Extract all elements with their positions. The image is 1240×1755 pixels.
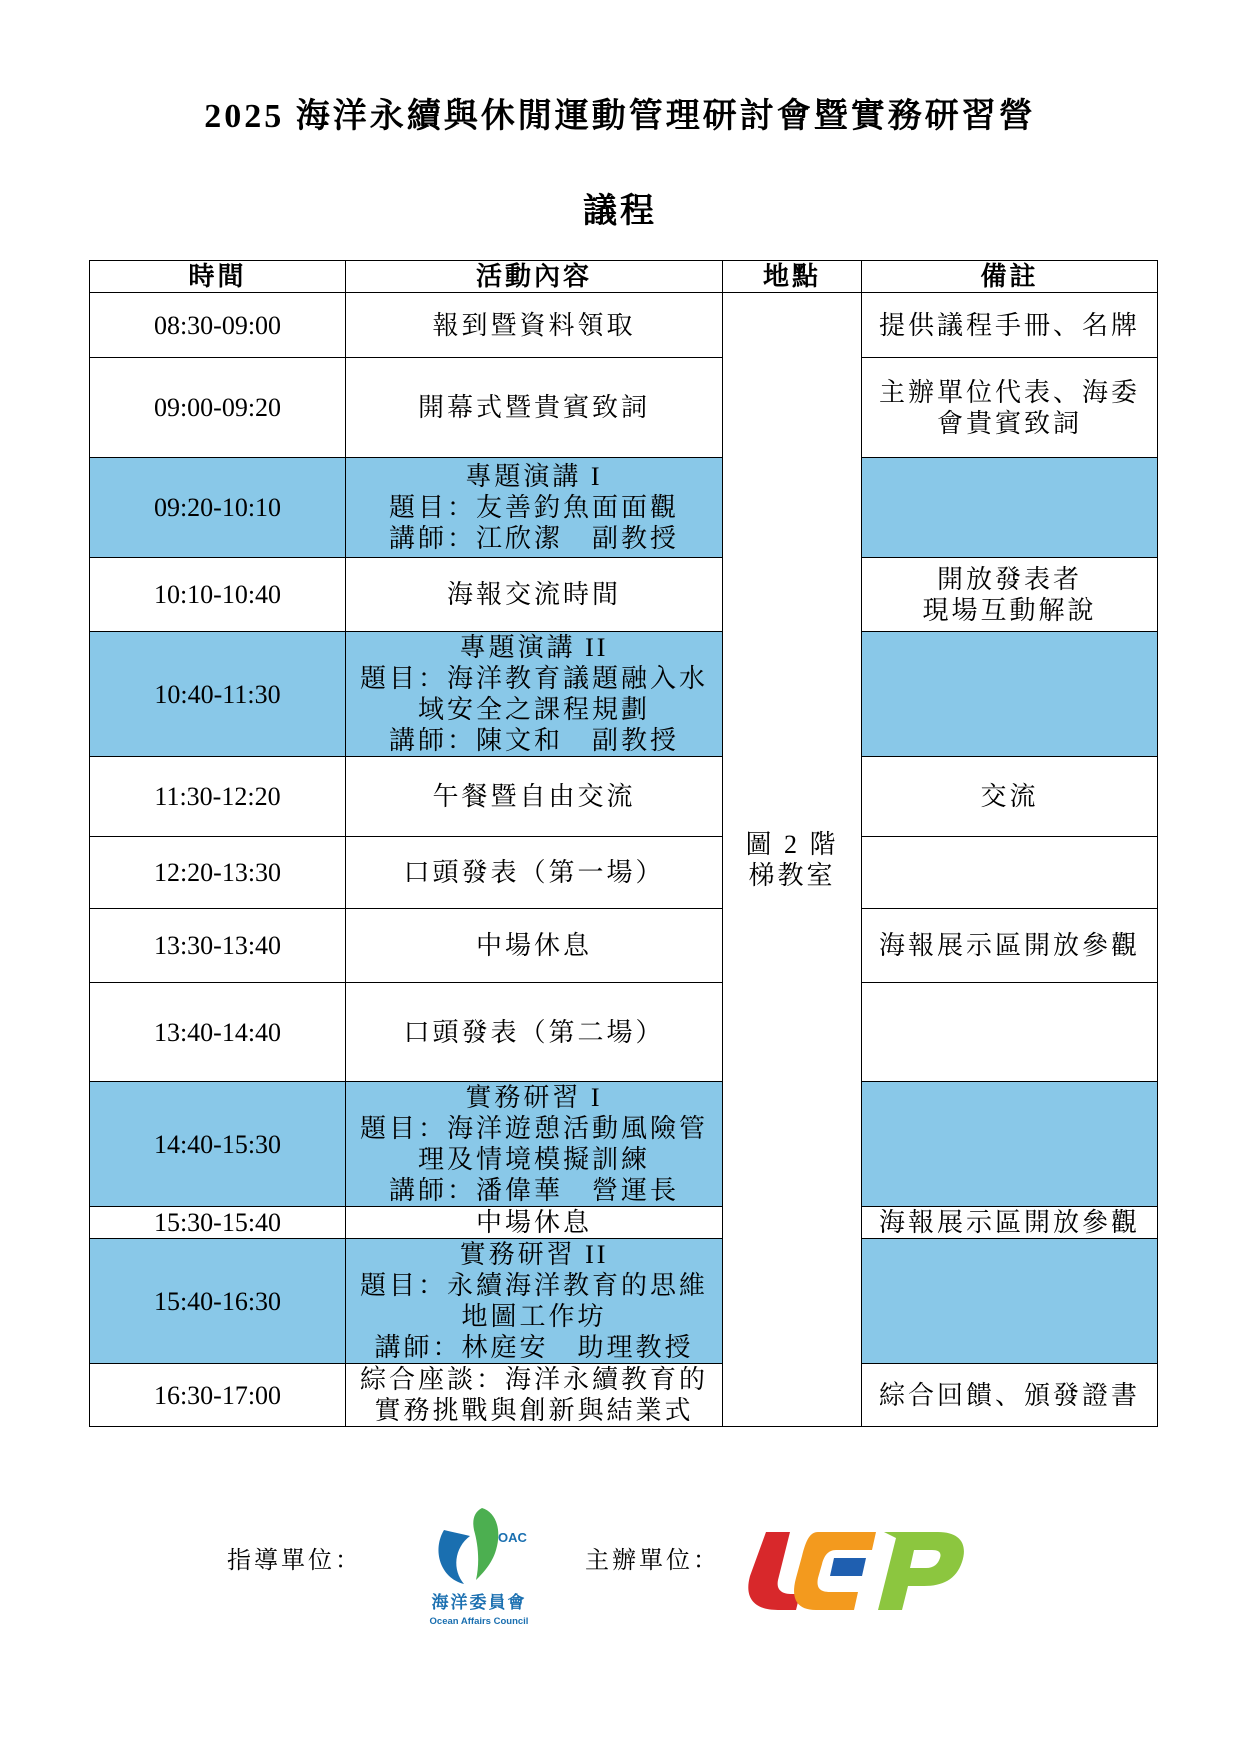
content-line: 實務挑戰與創新與結業式 [374,1396,694,1425]
content-line: 講師：潘偉華 營運長 [388,1176,679,1205]
table-row [90,1239,1158,1364]
table-row [90,1364,1158,1427]
content-cell [346,632,723,757]
table-row [90,837,1158,909]
table-row [90,458,1158,558]
venue-line: 梯教室 [748,860,836,890]
oac-logo-abbr: OAC [498,1530,527,1545]
ucp-logo-p [878,1532,964,1610]
time-cell: 10:40-11:30 [90,632,346,757]
note-cell [862,1207,1158,1239]
content-line: 口頭發表（第一場） [403,858,665,887]
content-cell [346,983,723,1082]
content-cell [346,293,723,358]
oac-logo-wave [438,1530,470,1584]
time-cell: 09:20-10:10 [90,458,346,558]
content-line: 講師：陳文和 副教授 [388,726,679,755]
page-subtitle: 議程 [583,193,657,230]
time-cell: 11:30-12:20 [90,757,346,837]
advisor-label: 指導單位： [227,1548,362,1574]
content-cell [346,1082,723,1207]
time-cell: 12:20-13:30 [90,837,346,909]
content-line: 題目：海洋教育議題融入水 [359,664,708,693]
note-line: 會貴賓致詞 [936,408,1082,438]
content-line: 海報交流時間 [446,580,621,609]
content-line: 報到暨資料領取 [432,310,636,340]
ucp-logo-u [748,1532,800,1610]
content-line: 題目：永續海洋教育的思維 [359,1271,708,1300]
content-line: 中場休息 [475,1208,592,1237]
header-time: 時間 [90,261,346,293]
content-line: 中場休息 [475,931,592,960]
note-line: 海報展示區開放參觀 [878,931,1140,960]
note-line: 海報展示區開放參觀 [878,1208,1140,1237]
content-cell [346,837,723,909]
content-line: 理及情境模擬訓練 [417,1145,650,1174]
oac-logo-name-en: Ocean Affairs Council [429,1616,529,1627]
table-row [90,558,1158,632]
note-cell [862,757,1158,837]
table-row [90,293,1158,358]
table-row [90,358,1158,458]
note-cell [862,1239,1158,1364]
note-cell [862,983,1158,1082]
table-row [90,909,1158,983]
content-line: 題目：海洋遊憩活動風險管 [359,1114,708,1143]
content-line: 綜合座談：海洋永續教育的 [359,1365,708,1394]
note-cell [862,558,1158,632]
page-title: 2025 海洋永續與休閒運動管理研討會暨實務研習營 [204,98,1036,135]
table-row [90,983,1158,1082]
content-cell [346,1364,723,1427]
note-line: 開放發表者 [936,564,1082,594]
content-line: 專題演講 II [459,633,609,662]
agenda-table [89,260,1158,1427]
note-line: 綜合回饋、頒發證書 [878,1380,1140,1410]
content-line: 地圖工作坊 [461,1302,607,1331]
note-cell [862,293,1158,358]
note-line: 提供議程手冊、名牌 [878,310,1140,340]
content-line: 實務研習 II [459,1240,609,1269]
note-cell [862,909,1158,983]
note-line: 現場互動解說 [922,595,1097,625]
content-line: 專題演講 I [465,462,603,491]
time-cell: 09:00-09:20 [90,358,346,458]
note-cell [862,837,1158,909]
time-cell: 15:40-16:30 [90,1239,346,1364]
oac-logo [412,1500,547,1635]
content-line: 口頭發表（第二場） [403,1017,665,1047]
header-note: 備註 [862,261,1158,293]
note-line: 交流 [980,782,1039,811]
content-cell [346,1239,723,1364]
note-cell [862,632,1158,757]
ucp-logo-text: UCP [738,1528,740,1529]
content-cell [346,757,723,837]
oac-logo-name-zh: 海洋委員會 [431,1593,527,1613]
venue-cell [723,293,862,1427]
content-cell [346,458,723,558]
table-row [90,632,1158,757]
organizer-label: 主辦單位： [585,1548,720,1574]
time-cell: 16:30-17:00 [90,1364,346,1427]
header-venue: 地點 [723,261,862,293]
note-cell [862,1364,1158,1427]
table-row [90,1207,1158,1239]
ucp-logo-c-inner [830,1558,866,1576]
time-cell: 13:40-14:40 [90,983,346,1082]
content-line: 實務研習 I [465,1083,603,1112]
note-cell [862,458,1158,558]
content-line: 午餐暨自由交流 [432,782,636,811]
table-row [90,1082,1158,1207]
content-cell [346,1207,723,1239]
ucp-logo [738,1528,968,1613]
content-line: 講師：林庭安 助理教授 [374,1333,694,1362]
time-cell: 15:30-15:40 [90,1207,346,1239]
content-cell [346,358,723,458]
note-cell [862,1082,1158,1207]
time-cell: 13:30-13:40 [90,909,346,983]
content-cell [346,558,723,632]
note-cell [862,358,1158,458]
content-cell [346,909,723,983]
time-cell: 08:30-09:00 [90,293,346,358]
content-line: 題目：友善釣魚面面觀 [388,493,679,522]
venue-line: 圖 2 階 [745,829,839,859]
content-line: 開幕式暨貴賓致詞 [417,393,650,422]
content-line: 域安全之課程規劃 [417,695,650,724]
content-line: 講師：江欣潔 副教授 [388,524,679,553]
note-line: 主辦單位代表、海委 [878,377,1140,407]
table-header-row [90,261,1158,293]
header-content: 活動內容 [346,261,723,293]
oac-logo-taiwan [473,1508,498,1580]
table-row [90,757,1158,837]
time-cell: 14:40-15:30 [90,1082,346,1207]
time-cell: 10:10-10:40 [90,558,346,632]
